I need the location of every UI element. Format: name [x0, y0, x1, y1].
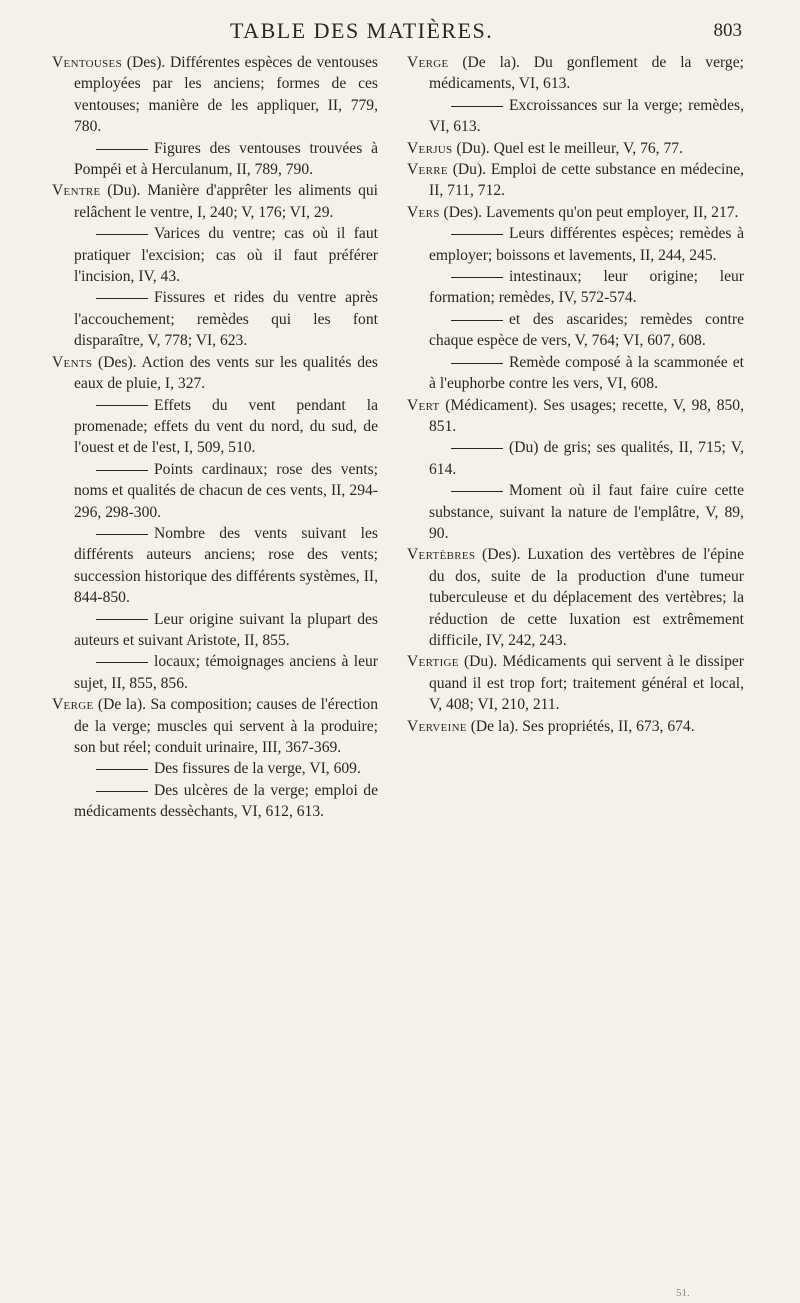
entry-text: (Des). Lavements qu'on peut employer, II, 217.: [439, 203, 739, 221]
entry-text: locaux; témoignages anciens à leur sujet, II, 855, 856.: [74, 653, 378, 692]
repeat-dash: [451, 234, 503, 235]
entry-text: (Médicament). Ses usages; recette, V, 98, 850, 851.: [429, 396, 744, 435]
entry-text: (Des). Action des vents sur les qualités des eaux de pluie, I, 327.: [74, 353, 378, 393]
entry-headword: Vertèbres: [407, 546, 476, 564]
entry-text: (De la). Ses propriétés, II, 673, 674.: [466, 717, 695, 735]
repeat-dash: [451, 363, 503, 364]
left-column: [52, 52, 378, 823]
entry-headword: Ventre: [52, 182, 101, 200]
index-subentry: [407, 480, 744, 544]
entry-text: Varices du ventre; cas où il faut pratiquer l'excision; cas où il faut préférer l'incision, IV, 43.: [74, 225, 378, 286]
repeat-dash: [96, 534, 148, 535]
right-column: [407, 52, 744, 737]
entry-headword: Ventouses: [52, 54, 122, 71]
entry-text: (Du). Emploi de cette substance en médecine, II, 711, 712.: [429, 161, 744, 200]
entry-text: Figures des ventouses trouvées à Pompéi et à Herculanum, II, 789, 790.: [74, 139, 378, 179]
index-subentry: [407, 309, 744, 352]
index-entry: [407, 202, 744, 223]
repeat-dash: [96, 791, 148, 792]
entry-headword: Verjus: [407, 139, 453, 157]
entry-headword: Vertige: [407, 653, 459, 671]
entry-text: (Du). Médicaments qui servent à le dissiper quand il est trop fort; traitement général et local, V, 408; VI, 210, 211.: [429, 653, 744, 714]
entry-headword: Verge: [407, 54, 449, 71]
index-entry: [407, 138, 744, 159]
repeat-dash: [451, 448, 503, 449]
index-subentry: [52, 523, 378, 609]
repeat-dash: [96, 234, 148, 235]
entry-headword: Verre: [407, 161, 448, 179]
entry-text: et des ascarides; remèdes contre chaque espèce de vers, V, 764; VI, 607, 608.: [429, 310, 744, 350]
entry-text: Des fissures de la verge, VI, 609.: [154, 760, 361, 778]
index-entry: [52, 180, 378, 223]
index-subentry: [52, 651, 378, 694]
index-entry: [52, 694, 378, 758]
entry-headword: Verge: [52, 696, 94, 714]
entry-text: (Du). Quel est le meilleur, V, 76, 77.: [452, 139, 683, 157]
entry-text: intestinaux; leur origine; leur formation; remèdes, IV, 572-574.: [429, 268, 744, 307]
repeat-dash: [96, 619, 148, 620]
index-subentry: [407, 437, 744, 480]
entry-text: Effets du vent pendant la promenade; effets du vent du nord, du sud, de l'ouest et de l'est, I, 509, 510.: [74, 396, 378, 457]
signature-mark: 51.: [676, 1287, 690, 1299]
running-title: TABLE DES MATIÈRES.: [230, 18, 494, 43]
entry-headword: Vents: [52, 353, 93, 371]
repeat-dash: [96, 662, 148, 663]
repeat-dash: [96, 470, 148, 471]
index-subentry: [407, 266, 744, 309]
index-entry: [52, 352, 378, 395]
index-subentry: [52, 459, 378, 523]
index-entry: [52, 52, 378, 138]
repeat-dash: [96, 149, 148, 150]
index-subentry: [407, 95, 744, 138]
entry-text: (Des). Différentes espèces de ventouses employées par les anciens; formes de ces ventouses; manière de les appliquer, II, 779, 780.: [74, 54, 378, 136]
entry-text: (De la). Du gonflement de la verge; médicaments, VI, 613.: [429, 54, 744, 93]
entry-text: (Du) de gris; ses qualités, II, 715; V, 614.: [429, 439, 744, 478]
index-subentry: [52, 138, 378, 181]
repeat-dash: [451, 106, 503, 107]
index-subentry: [407, 223, 744, 266]
index-entry: [407, 159, 744, 202]
entry-text: Moment où il faut faire cuire cette substance, suivant la nature de l'emplâtre, V, 89, 90.: [429, 482, 744, 542]
entry-text: Fissures et rides du ventre après l'accouchement; remèdes qui les font disparaître, V, 778; VI, 623.: [74, 289, 378, 350]
index-entry: [407, 716, 744, 737]
index-subentry: [52, 287, 378, 351]
index-subentry: [407, 352, 744, 395]
entry-headword: Vert: [407, 396, 440, 414]
entry-text: Des ulcères de la verge; emploi de médicaments dessèchants, VI, 612, 613.: [74, 781, 378, 821]
repeat-dash: [96, 405, 148, 406]
index-subentry: [52, 223, 378, 287]
index-subentry: [52, 395, 378, 459]
entry-text: Leur origine suivant la plupart des auteurs et suivant Aristote, II, 855.: [74, 610, 378, 649]
entry-text: Leurs différentes espèces; remèdes à employer; boissons et lavements, II, 244, 245.: [429, 225, 744, 264]
index-entry: [407, 52, 744, 95]
repeat-dash: [451, 277, 503, 278]
index-entry: [407, 651, 744, 715]
index-subentry: [52, 758, 378, 779]
index-entry: [407, 544, 744, 651]
entry-headword: Vers: [407, 203, 440, 221]
entry-text: (Du). Manière d'apprêter les aliments qui relâchent le ventre, I, 240; V, 176; VI, 29.: [74, 182, 378, 221]
index-entry: [407, 395, 744, 438]
entry-text: Nombre des vents suivant les différents auteurs anciens; rose des vents; succession historique des différents systèmes, II, 844-850.: [74, 524, 378, 607]
entry-text: (Des). Luxation des vertèbres de l'épine du dos, suite de la production d'une tumeur tuberculeuse et du déplacement des vertèbres; la réduction de cette luxation est extrêmement difficile, IV, 242, 243.: [429, 546, 744, 649]
entry-text: (De la). Sa composition; causes de l'érection de la verge; muscles qui servent à la produire; son but réel; conduit urinaire, III, 367-369.: [74, 696, 378, 756]
index-subentry: [52, 609, 378, 652]
repeat-dash: [451, 491, 503, 492]
entry-text: Excroissances sur la verge; remèdes, VI, 613.: [429, 96, 744, 136]
page-number: 803: [713, 20, 742, 41]
repeat-dash: [96, 298, 148, 299]
repeat-dash: [451, 320, 503, 321]
page-header: [0, 0, 800, 46]
index-subentry: [52, 780, 378, 823]
entry-headword: Verveine: [407, 717, 467, 735]
entry-text: Points cardinaux; rose des vents; noms et qualités de chacun de ces vents, II, 294-296, 298-300.: [74, 460, 378, 521]
entry-text: Remède composé à la scammonée et à l'euphorbe contre les vers, VI, 608.: [429, 353, 744, 393]
repeat-dash: [96, 769, 148, 770]
